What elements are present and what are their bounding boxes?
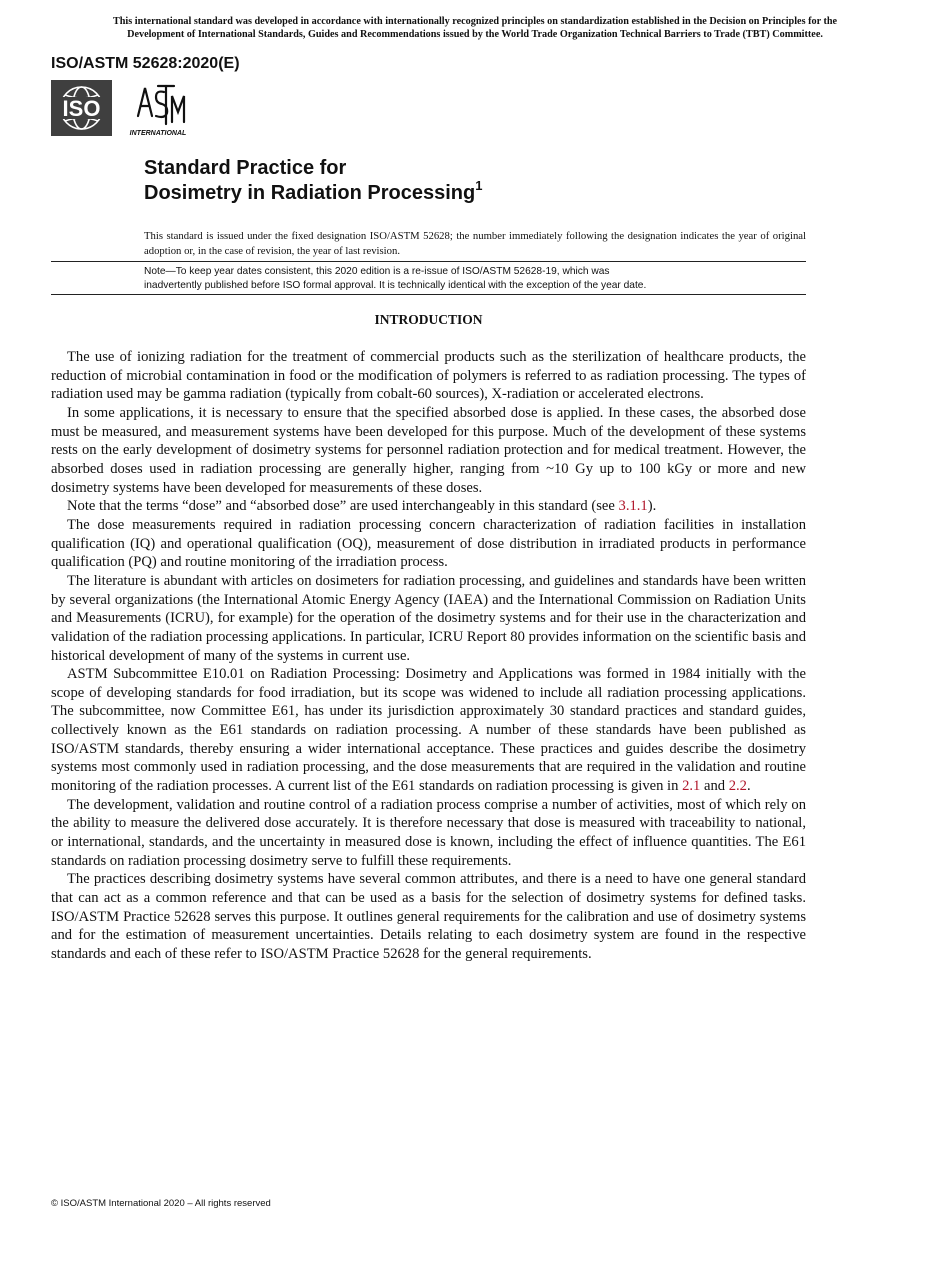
title-main: Dosimetry in Radiation Processing: [144, 182, 476, 204]
intro-paragraph-6: [51, 665, 806, 796]
issuance-statement: This standard is issued under the fixed designation ISO/ASTM 52628; the number immediately following the designation indicates the year of original adoption or, in the case of revision, the year of last revision.: [144, 230, 806, 257]
document-title: [144, 156, 482, 206]
introduction-body: [51, 348, 806, 964]
title-footnote-mark: 1: [475, 178, 483, 193]
xref-2-2-link[interactable]: 2.2: [728, 778, 747, 795]
note-top-rule: [51, 261, 806, 262]
xref-3-1-1-link[interactable]: 3.1.1: [618, 498, 648, 515]
copyright-footer: © ISO/ASTM International 2020 – All rights reserved: [51, 1198, 271, 1209]
banner-line-2: Development of International Standards, Guides and Recommendations issued by the World Trade Organization Technical Barriers to Trade (TBT) Committee.: [127, 29, 823, 40]
xref-2-1-link[interactable]: 2.1: [682, 778, 701, 795]
p3-text-before: Note that the terms “dose” and “absorbed dose” are used interchangeably in this standard (see: [67, 498, 619, 515]
iso-logo-icon: [51, 80, 112, 136]
p3-text-after: ).: [647, 498, 657, 515]
title-line-1: Standard Practice for: [144, 157, 347, 179]
intro-paragraph-4: The dose measurements required in radiation processing concern characterization of radiation facilities in installation qualification (IQ) and operational qualification (OQ), measurement of dose distribution in irradiated products in performance qualification (PQ) and routine monitoring of the irradiation process.: [51, 516, 806, 571]
intro-paragraph-5: The literature is abundant with articles on dosimeters for radiation processing, and guidelines and standards have been written by several organizations (the International Atomic Energy Agency (IAEA) and the International Commission on Radiation Units and Measurements (ICRU), for example) for the operation of the dosimetry systems and for their use in the characterization and validation of the radiation processing applications. In particular, ICRU Report 80 provides information on the scientific basis and historical development of many of the systems in current use.: [51, 572, 806, 664]
p6-text-after: .: [746, 778, 751, 795]
note-bottom-rule: [51, 294, 806, 295]
intro-paragraph-3: [51, 497, 806, 516]
banner-line-1: This international standard was developed in accordance with internationally recognized principles on standardization established in the Decision on Principles for the: [112, 16, 838, 27]
p6-text-mid: and: [700, 778, 729, 795]
introduction-heading: INTRODUCTION: [374, 312, 483, 327]
intro-paragraph-8: The practices describing dosimetry systems have several common attributes, and there is a need to have one general standard that can act as a common reference and that can be used as a basis for the selection of dosimetry systems for defined tasks. ISO/ASTM Practice 52628 serves this purpose. It outlines general requirements for the calibration and use of dosimetry systems and for the estimation of measurement uncertainties. Details relating to each dosimetry system are found in the respective standards and each of these refer to ISO/ASTM Practice 52628 for the general requirements.: [51, 871, 806, 962]
intro-paragraph-2: In some applications, it is necessary to ensure that the specified absorbed dose is applied. In these cases, the absorbed dose must be measured, and measurement systems have been developed for this purpose. Much of the development of these systems rests on the early development of dosimetry systems for personnel radiation protection and for medical treatment. However, the absorbed doses used in radiation processing are generally higher, ranging from ~10 Gy up to 100 kGy or more and new dosimetry systems have been developed for measurements of these doses.: [51, 404, 806, 496]
edition-note: [144, 265, 806, 292]
title-line-2: [144, 178, 483, 206]
document-designation: ISO/ASTM 52628:2020(E): [51, 55, 240, 72]
wto-tbt-banner: [20, 15, 930, 41]
note-line-2: inadvertently published before ISO formal approval. It is technically identical with the exception of the year date.: [144, 279, 647, 291]
note-line-1: Note—To keep year dates consistent, this 2020 edition is a re-issue of ISO/ASTM 52628-19, which was: [144, 266, 610, 277]
intro-paragraph-1: The use of ionizing radiation for the treatment of commercial products such as the sterilization of healthcare products, the reduction of microbial contamination in food or the modification of polymers is referred to as radiation processing. The types of radiation used may be gamma radiation (typically from cobalt-60 sources), X-radiation or accelerated electrons.: [51, 349, 806, 403]
intro-paragraph-7: The development, validation and routine control of a radiation process comprise a number of activities, most of which rely on the ability to measure the delivered dose accurately. It is therefore necessary that dose is measured with traceability to national, or international, standards, and the uncertainty in measured dose is known, including the effect of influence quantities. The E61 standards on radiation processing dosimetry serve to fulfill these requirements.: [51, 796, 806, 869]
iso-logo-text: ISO: [62, 96, 101, 121]
p6-text-before: ASTM Subcommittee E10.01 on Radiation Processing: Dosimetry and Applications was formed in 1984 initially with the scope of developing standards for food irradiation, but its scope was widened to include all radiation processing applications. The subcommittee, now Committee E61, has under its jurisdiction approximately 30 standard practices and standard guides, collectively known as the E61 standards on radiation processing. A number of these standards have been published as ISO/ASTM standards, thereby ensuring a wider international acceptance. These practices and guides describe the dosimetry systems most commonly used in radiation processing, and the dose measurements that are required in the validation and routine monitoring of the radiation processes. A current list of the E61 standards on radiation processing is given in: [51, 666, 806, 795]
astm-logo-icon: [128, 82, 188, 138]
astm-logo-text: INTERNATIONAL: [129, 130, 187, 137]
